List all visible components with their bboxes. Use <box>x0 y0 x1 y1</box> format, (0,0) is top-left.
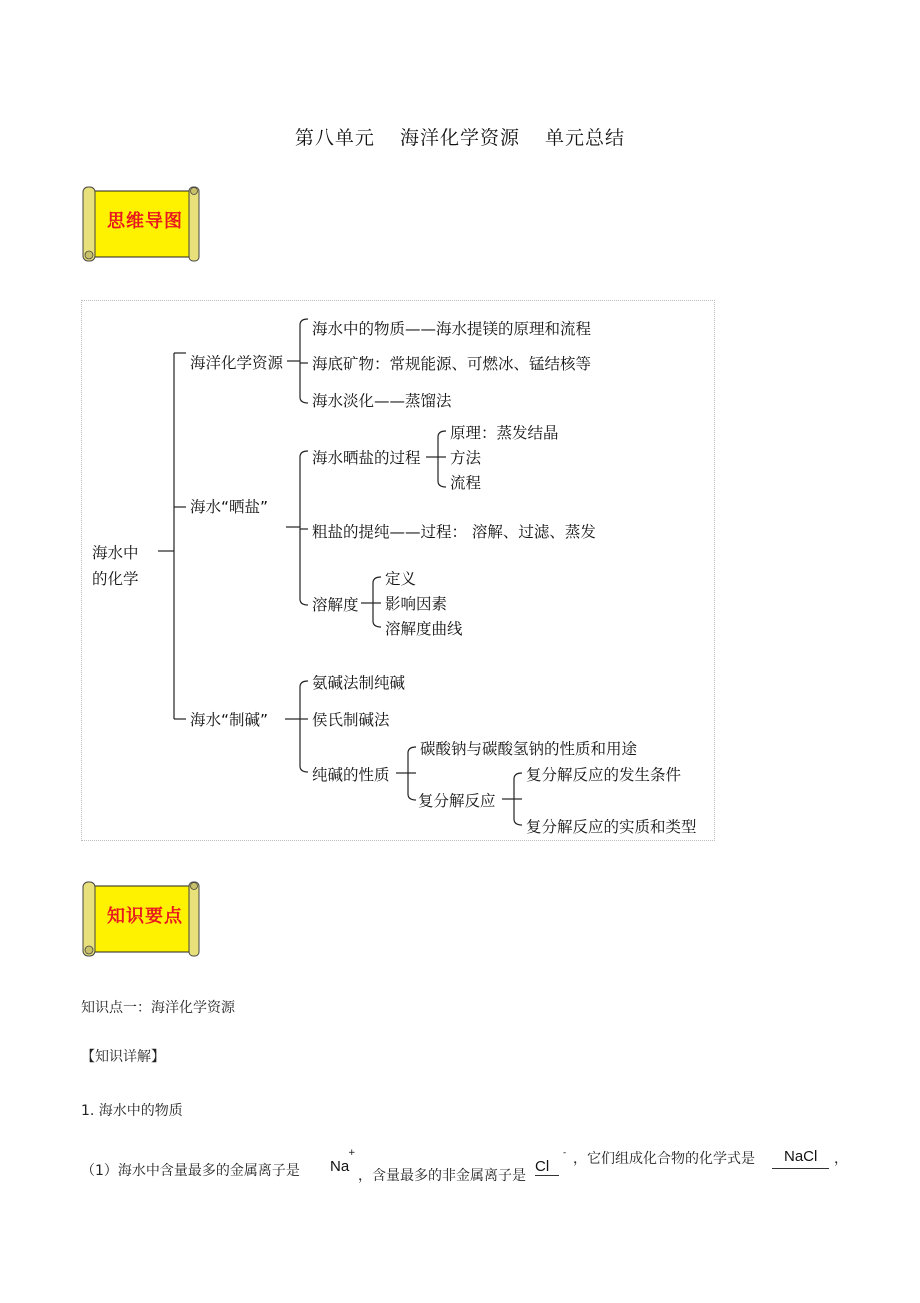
node-soda-properties: 纯碱的性质 <box>312 766 390 784</box>
answer-sodium-ion <box>330 1158 349 1175</box>
title-summary: 单元总结 <box>545 127 626 149</box>
node-solubility-curve: 溶解度曲线 <box>385 620 463 638</box>
node-hou-process: 侯氏制碱法 <box>312 711 390 729</box>
question-prefix: （1）海水中含量最多的金属离子是 <box>81 1163 300 1179</box>
node-method: 方法 <box>450 449 482 467</box>
node-flow: 流程 <box>450 474 482 492</box>
node-double-decomposition: 复分解反应 <box>418 792 496 810</box>
root-node-line1: 海水中 <box>92 544 139 562</box>
title-topic: 海洋化学资源 <box>399 127 520 149</box>
chloride-symbol: Cl <box>535 1158 550 1175</box>
node-seawater-substances: 海水中的物质——海水提镁的原理和流程 <box>312 320 592 338</box>
page-title <box>0 123 920 150</box>
answer-chloride-ion <box>535 1158 559 1176</box>
section-heading: 知识点一：海洋化学资源 <box>81 1000 235 1016</box>
node-salt-process: 海水晒盐的过程 <box>312 449 421 467</box>
mindmap-diagram <box>81 300 715 841</box>
keypoints-banner <box>81 880 201 958</box>
sodium-symbol: Na <box>330 1158 350 1175</box>
node-ammonia-soda: 氨碱法制纯碱 <box>312 674 406 692</box>
node-salt-purification: 粗盐的提纯——过程： 溶解、过滤、蒸发 <box>312 523 596 541</box>
node-reaction-essence: 复分解反应的实质和类型 <box>526 818 697 836</box>
question-after: ，它们组成化合物的化学式是 <box>573 1151 755 1167</box>
question-middle: ，含量最多的非金属离子是 <box>358 1168 526 1184</box>
node-carbonate-uses: 碳酸钠与碳酸氢钠的性质和用途 <box>420 740 638 758</box>
mindmap-banner-label: 思维导图 <box>107 211 183 232</box>
node-ocean-resources: 海洋化学资源 <box>190 354 284 372</box>
item-heading: 1. 海水中的物质 <box>81 1103 183 1119</box>
title-unit: 第八单元 <box>294 127 375 149</box>
sodium-charge: + <box>348 1148 356 1158</box>
question-end: ， <box>834 1151 848 1167</box>
node-definition: 定义 <box>385 570 417 588</box>
node-desalination: 海水淡化——蒸馏法 <box>312 392 452 410</box>
detail-heading: 【知识详解】 <box>81 1049 165 1065</box>
node-solubility: 溶解度 <box>312 596 359 614</box>
node-reaction-conditions: 复分解反应的发生条件 <box>526 766 682 784</box>
node-seabed-minerals: 海底矿物：常规能源、可燃冰、锰结核等 <box>312 355 592 373</box>
node-sea-salt: 海水“晒盐” <box>190 498 269 516</box>
node-factors: 影响因素 <box>385 595 448 613</box>
chloride-charge: - <box>563 1148 567 1158</box>
node-soda-making: 海水“制碱” <box>190 711 269 729</box>
root-node-line2: 的化学 <box>92 570 139 588</box>
keypoints-banner-label: 知识要点 <box>107 906 183 927</box>
node-principle: 原理：蒸发结晶 <box>450 424 559 442</box>
answer-formula: NaCl <box>772 1148 829 1169</box>
mindmap-banner <box>81 185 201 263</box>
